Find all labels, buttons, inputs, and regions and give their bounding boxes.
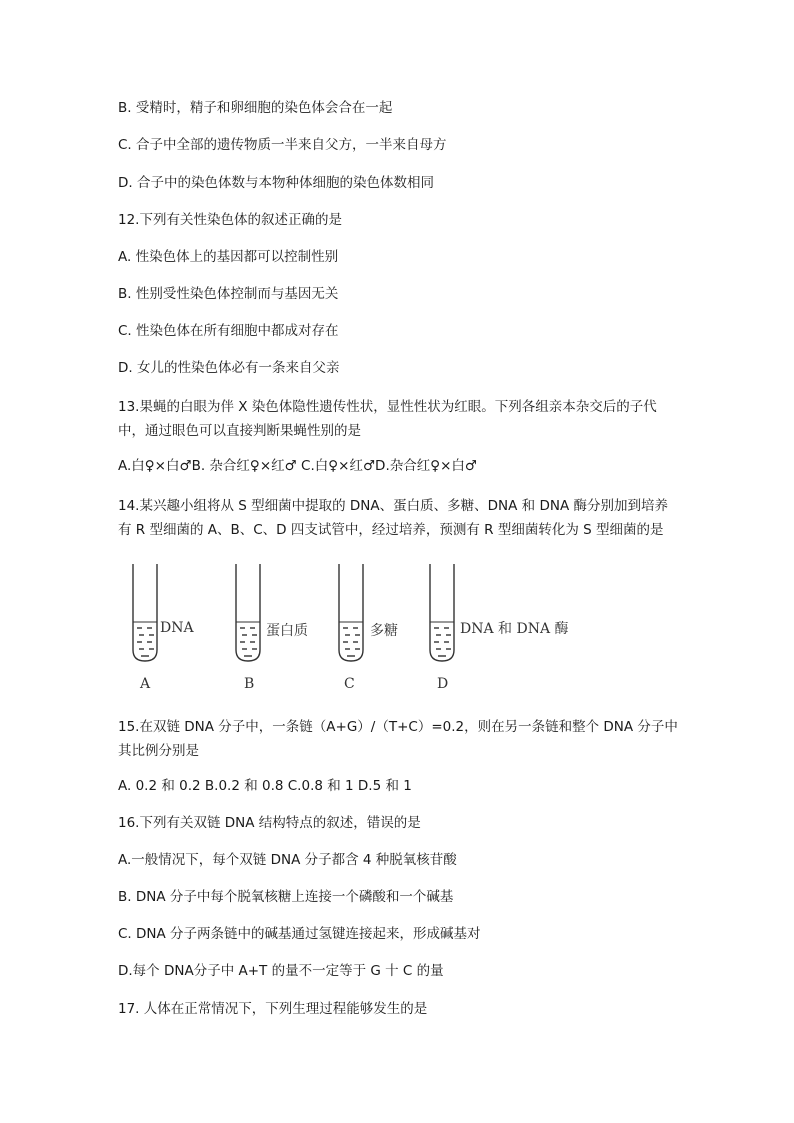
- q12-option-b: B. 性别受性染色体控制而与基因无关: [118, 286, 339, 302]
- q15-stem: 15.在双链 DNA 分子中，一条链（A+G）/（T+C）=0.2，则在另一条链和整个 DNA 分子中其比例分别是: [118, 719, 678, 759]
- q15-options: A. 0.2 和 0.2 B.0.2 和 0.8 C.0.8 和 1 D.5 和 1: [118, 778, 412, 794]
- q13-options: A.白♀×白♂B. 杂合红♀×红♂ C.白♀×红♂D.杂合红♀×白♂: [118, 458, 478, 474]
- q12-stem: 12.下列有关性染色体的叙述正确的是: [118, 212, 342, 228]
- q16-option-a: A.一般情况下，每个双链 DNA 分子都含 4 种脱氧核苷酸: [118, 852, 457, 868]
- tube-b-letter: B: [244, 676, 255, 692]
- q16-stem: 16.下列有关双链 DNA 结构特点的叙述，错误的是: [118, 815, 421, 831]
- q14-stem: 14.某兴趣小组将从 S 型细菌中提取的 DNA、蛋白质、多糖、DNA 和 DNA 酶分别加到培养有 R 型细菌的 A、B、C、D 四支试管中，经过培养，预测有 R 型细菌转化为 S 型细菌的是: [118, 498, 668, 538]
- q11-option-c: C. 合子中全部的遗传物质一半来自父方，一半来自母方: [118, 137, 447, 153]
- q17-stem: 17. 人体在正常情况下，下列生理过程能够发生的是: [118, 1001, 428, 1017]
- q16-option-d: D.每个 DNA分子中 A+T 的量不一定等于 G 十 C 的量: [118, 963, 444, 979]
- q11-option-d: D. 合子中的染色体数与本物种体细胞的染色体数相同: [118, 175, 434, 191]
- test-tube-b: [233, 564, 263, 664]
- test-tube-d: [427, 564, 457, 664]
- test-tube-figure: [118, 556, 588, 696]
- tube-a-label: DNA: [160, 620, 194, 636]
- q12-option-c: C. 性染色体在所有细胞中都成对存在: [118, 323, 339, 339]
- tube-c-letter: C: [344, 676, 355, 692]
- q12-option-d: D. 女儿的性染色体必有一条来自父亲: [118, 360, 340, 376]
- q12-option-a: A. 性染色体上的基因都可以控制性别: [118, 249, 339, 265]
- tube-a-letter: A: [140, 676, 151, 692]
- q11-option-b: B. 受精时，精子和卵细胞的染色体会合在一起: [118, 100, 393, 116]
- tube-c-label: 多糖: [370, 623, 398, 639]
- tube-d-label: DNA 和 DNA 酶: [460, 621, 569, 637]
- test-tube-a: [130, 564, 160, 664]
- test-tube-c: [336, 564, 366, 664]
- q13-stem: 13.果蝇的白眼为伴 X 染色体隐性遗传性状，显性性状为红眼。下列各组亲本杂交后的子代中，通过眼色可以直接判断果蝇性别的是: [118, 399, 657, 439]
- tube-b-label: 蛋白质: [266, 623, 308, 639]
- q16-option-c: C. DNA 分子两条链中的碱基通过氢键连接起来，形成碱基对: [118, 926, 481, 942]
- tube-d-letter: D: [437, 676, 449, 692]
- q16-option-b: B. DNA 分子中每个脱氧核糖上连接一个磷酸和一个碱基: [118, 889, 454, 905]
